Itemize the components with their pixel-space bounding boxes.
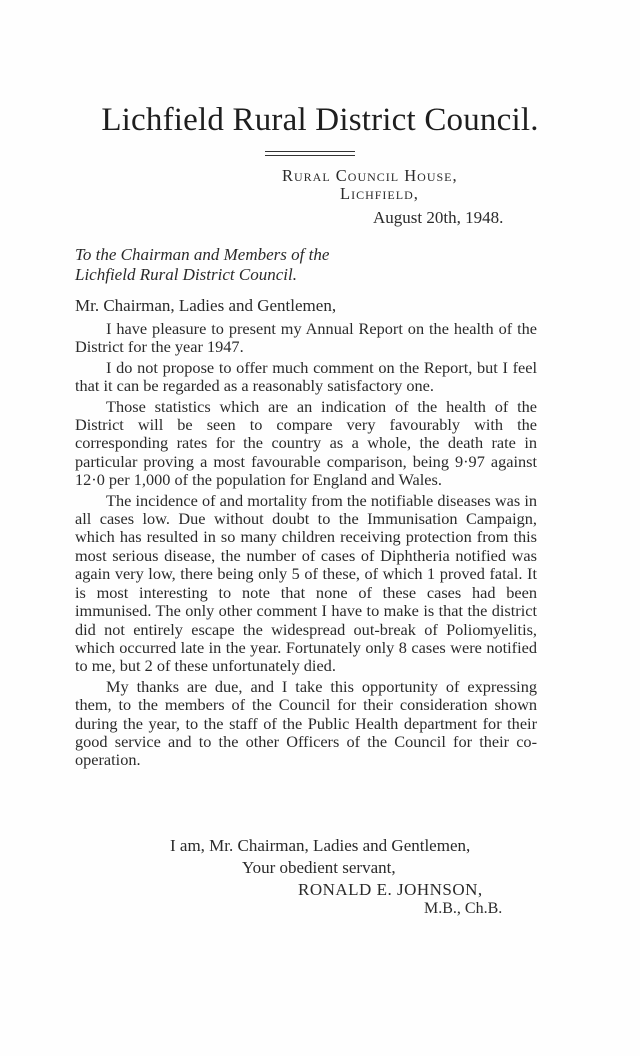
title-rule-top [265,151,355,152]
address-line-1: Rural Council House, [282,166,458,185]
addressee-line-1: To the Chairman and Members of the [75,245,330,264]
letter-date: August 20th, 1948. [373,208,504,227]
paragraph: Those statistics which are an indication of the health of the District will be seen to compare very favourably with the corresponding rates for the country as a whole, the death rate in particular proving a most favourable comparison, being 9·97 against 12·0 per 1,000 of the population for England and Wales. [75,396,537,490]
paragraph: The incidence of and mortality from the notifiable diseases was in all cases low. Due without doubt to the Immunisation Campaign, which has resulted in so many children receiving protection from this most serious disease, the number of cases of Diphtheria notified was again very low, there being only 5 of these, of which 1 proved fatal. It is most interesting to note that none of these cases had been immunised. The only other comment I have to make is that the district did not entirely escape the widespread out-break of Poliomyelitis, which occurred late in the year. Fortunately only 8 cases were notified to me, but 2 of these unfortunately died. [75,490,537,676]
letter-body [75,320,537,772]
signature-name: RONALD E. JOHNSON, [298,880,483,899]
salutation: Mr. Chairman, Ladies and Gentlemen, [75,296,337,315]
paragraph: My thanks are due, and I take this opportunity of expressing them, to the members of the Council for their consideration shown during the year, to the staff of the Public Health department for their good service and to the other Officers of the Council for their co-operation. [75,676,537,770]
title-rule-bottom [265,155,355,156]
valediction: Your obedient servant, [242,858,396,877]
document-title: Lichfield Rural District Council. [101,102,539,138]
signature-credentials: M.B., Ch.B. [424,900,503,917]
paragraph: I have pleasure to present my Annual Report on the health of the District for the year 1947. [75,319,537,357]
closing-line: I am, Mr. Chairman, Ladies and Gentlemen, [170,836,471,855]
address-line-2: Lichfield, [340,184,419,203]
paragraph: I do not propose to offer much comment on the Report, but I feel that it can be regarded as a reasonably satisfactory one. [75,357,537,396]
addressee-line-2: Lichfield Rural District Council. [75,265,297,284]
addressee [75,245,329,285]
